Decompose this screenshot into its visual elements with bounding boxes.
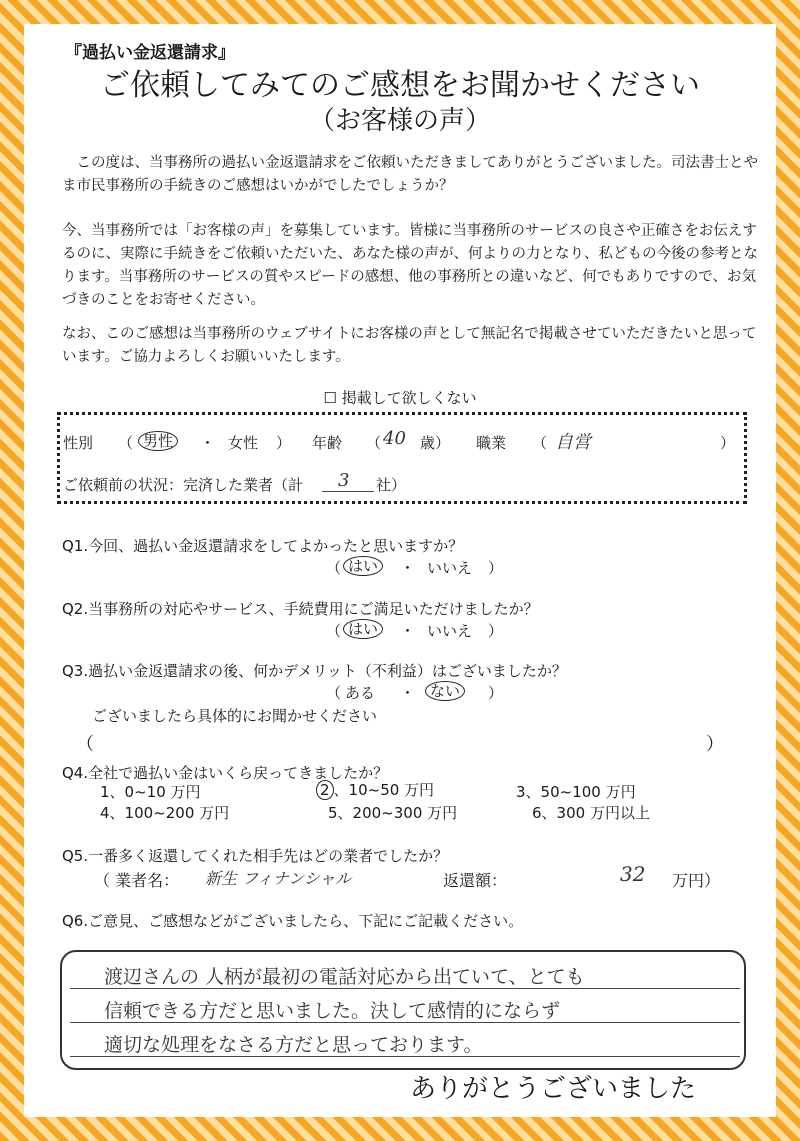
q5-company-value[interactable]: 新生 フィナンシャル: [205, 869, 352, 888]
comment-line-2: 信頼できる方だと思いました。決して感情的にならず: [104, 1000, 561, 1022]
page-subtitle: （お客様の声）: [308, 106, 491, 136]
q3-no-option[interactable]: [425, 680, 465, 701]
gender-male-selected: 男性: [138, 431, 178, 451]
gender-separator: ・: [200, 434, 216, 452]
question-5: Q5.一番多く返還してくれた相手先はどの業者でしたか？: [62, 847, 449, 865]
job-value[interactable]: 自営: [555, 432, 591, 453]
no-publish-checkbox[interactable]: ☐ 掲載して欲しくない: [323, 389, 477, 407]
question-3: Q3.過払い金返還請求の後、何かデメリット（不利益）はございましたか？: [62, 662, 567, 680]
q2-close-paren: ）: [488, 622, 504, 640]
job-open-paren: （: [532, 434, 548, 452]
q5-company-label: （ 業者名：: [94, 871, 180, 890]
q4-option-4[interactable]: 4、100~200 万円: [100, 804, 230, 822]
q5-amount-label: 返還額：: [443, 871, 508, 890]
question-2: Q2.当事務所の対応やサービス、手続費用にご満足いただけましたか？: [62, 600, 539, 618]
gender-label: 性別: [63, 434, 94, 452]
q4-option-3[interactable]: 3、50~100 万円: [516, 783, 636, 801]
q5-amount-unit: 万円）: [672, 871, 721, 890]
q3-separator: ・: [400, 684, 416, 702]
status-underline: [322, 491, 374, 492]
question-1: Q1.今回、過払い金返還請求をしてよかったと思いますか？: [62, 537, 464, 555]
q3-yes-option[interactable]: ある: [345, 684, 376, 702]
q3-detail-close-paren: ）: [706, 734, 724, 755]
job-label: 職業: [476, 434, 507, 452]
comment-line-3: 適切な処理をなさる方だと思っております。: [104, 1034, 483, 1056]
q5-amount-value[interactable]: 32: [620, 862, 646, 886]
q4-option-2-label: 、10~50 万円: [333, 781, 435, 799]
gender-open-paren: （: [118, 434, 134, 452]
age-value[interactable]: 40: [383, 428, 406, 449]
q2-no-option[interactable]: いいえ: [427, 622, 473, 640]
status-value[interactable]: 3: [338, 470, 350, 491]
intro-paragraph-1: この度は、当事務所の過払い金返還請求をご依頼いただきましてありがとうございました。司法書士とやま市民事務所の手続きのご感想はいかがでしたでしょうか？: [62, 155, 758, 194]
q2-separator: ・: [400, 622, 416, 640]
status-label: ご依頼前の状況：完済した業者（計: [63, 476, 304, 494]
question-4: Q4.全社で過払い金はいくら戻ってきましたか？: [62, 764, 389, 782]
thank-you-footer: ありがとうございました: [410, 1074, 697, 1104]
page-title: ご依頼してみてのご感想をお聞かせください: [100, 68, 700, 103]
q2-open-paren: （: [326, 622, 342, 640]
age-open-paren: （: [366, 434, 382, 452]
q1-yes-option[interactable]: [343, 555, 383, 576]
q3-open-paren: （: [326, 684, 342, 702]
q1-no-option[interactable]: いいえ: [427, 559, 473, 577]
q3-close-paren: ）: [488, 684, 504, 702]
q1-yes-selected: はい: [343, 556, 383, 576]
q1-open-paren: （: [326, 559, 342, 577]
q4-option-2[interactable]: [316, 779, 434, 800]
comment-line-1: 渡辺さんの 人柄が最初の電話対応から出ていて、とても: [104, 966, 585, 988]
q3-detail-prompt: ございましたら具体的にお聞かせください: [92, 707, 378, 725]
intro-paragraph-2: 今、当事務所では「お客様の声」を募集しています。皆様に当事務所のサービスの良さや正確さをお伝えするのに、実際に手続きをご依頼いただいた、あなた様の声が、何よりの力となり、私どもの今後の参考となります。当事務所のサービスの質やスピードの感想、他の事務所との違いなど、何でもありですので、お気づきのことをお寄せください。: [62, 223, 758, 308]
q4-option-6[interactable]: 6、300 万円以上: [532, 804, 650, 822]
question-6: Q6.ご意見、ご感想などがございましたら、下記にご記載ください。: [62, 912, 524, 930]
gender-male-option[interactable]: [138, 430, 178, 451]
q1-close-paren: ）: [488, 559, 504, 577]
q4-option-1[interactable]: 1、0~10 万円: [100, 783, 201, 801]
q2-yes-option[interactable]: [343, 618, 383, 639]
gender-female-option[interactable]: 女性: [228, 434, 259, 452]
q1-separator: ・: [400, 559, 416, 577]
q4-option-2-selected: 2: [316, 780, 334, 800]
q2-yes-selected: はい: [343, 619, 383, 639]
intro-paragraph-3: なお、このご感想は当事務所のウェブサイトにお客様の声として無記名で掲載させていただきたいと思っています。ご協力よろしくお願いいたします。: [62, 326, 757, 365]
status-unit: 社）: [376, 476, 407, 494]
job-close-paren: ）: [720, 434, 736, 452]
q3-no-selected: ない: [425, 681, 465, 701]
gender-close-paren: ）: [276, 434, 292, 452]
age-label: 年齢: [312, 434, 343, 452]
document-tag: 『過払い金返還請求』: [65, 43, 235, 63]
q3-detail-open-paren: （: [76, 734, 94, 755]
age-unit: 歳）: [420, 434, 451, 452]
q4-option-5[interactable]: 5、200~300 万円: [328, 804, 458, 822]
